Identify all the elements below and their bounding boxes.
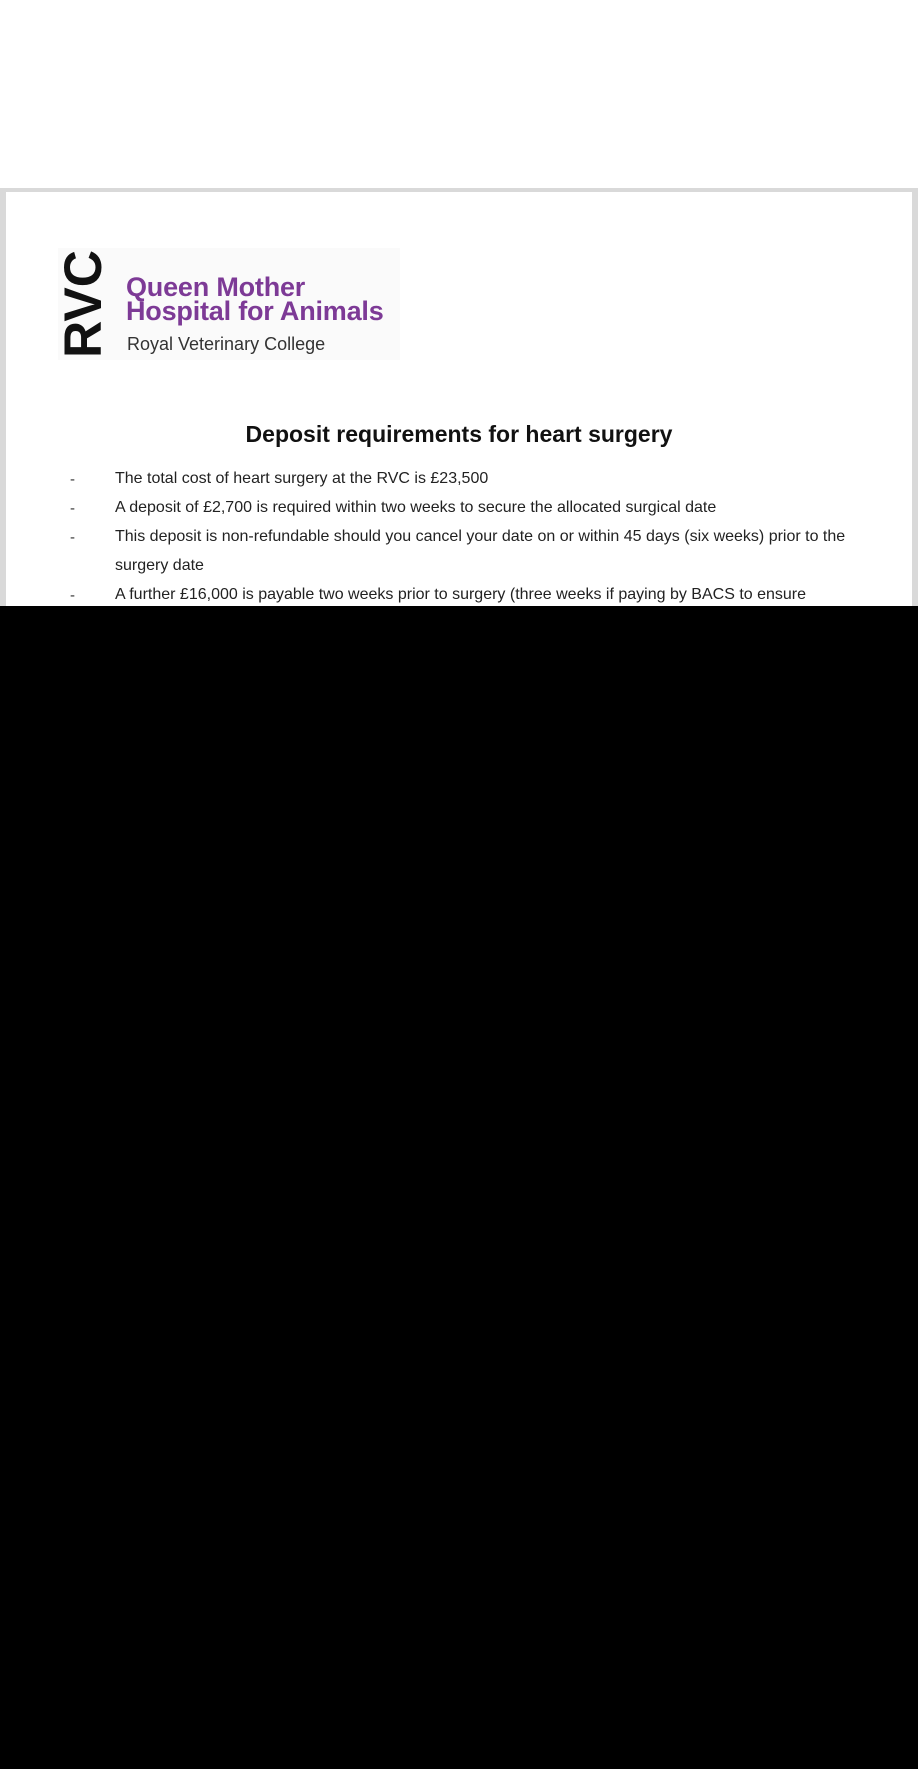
bullet-text: The total cost of heart surgery at the RVC is £23,500: [115, 470, 489, 487]
document-title: Deposit requirements for heart surgery: [245, 421, 673, 447]
bullet-text: A deposit of £2,700 is required within two weeks to secure the allocated surgical date: [115, 499, 717, 516]
document-page: [6, 192, 912, 606]
bullet-dash: -: [70, 471, 75, 488]
bullet-text: This deposit is non-refundable should you cancel your date on or within 45 days (six weeks) prior to the surgery date: [115, 528, 846, 574]
bullet-dash: -: [70, 529, 75, 546]
hospital-name-line1: Queen Mother: [126, 272, 306, 302]
rvc-mark-text: RVC: [54, 247, 113, 358]
top-blank-area: [0, 0, 918, 188]
hospital-name-line2: Hospital for Animals: [126, 296, 384, 326]
college-name: Royal Veterinary College: [127, 334, 326, 354]
rvc-logo-mark: [54, 247, 113, 360]
bullet-dash: -: [70, 587, 75, 604]
hospital-logo: [54, 247, 400, 360]
document-viewer[interactable]: [0, 188, 918, 606]
bullet-text: A further £16,000 is payable two weeks prior to surgery (three weeks if paying by BACS to ensure: [115, 586, 807, 603]
bullet-dash: -: [70, 500, 75, 517]
